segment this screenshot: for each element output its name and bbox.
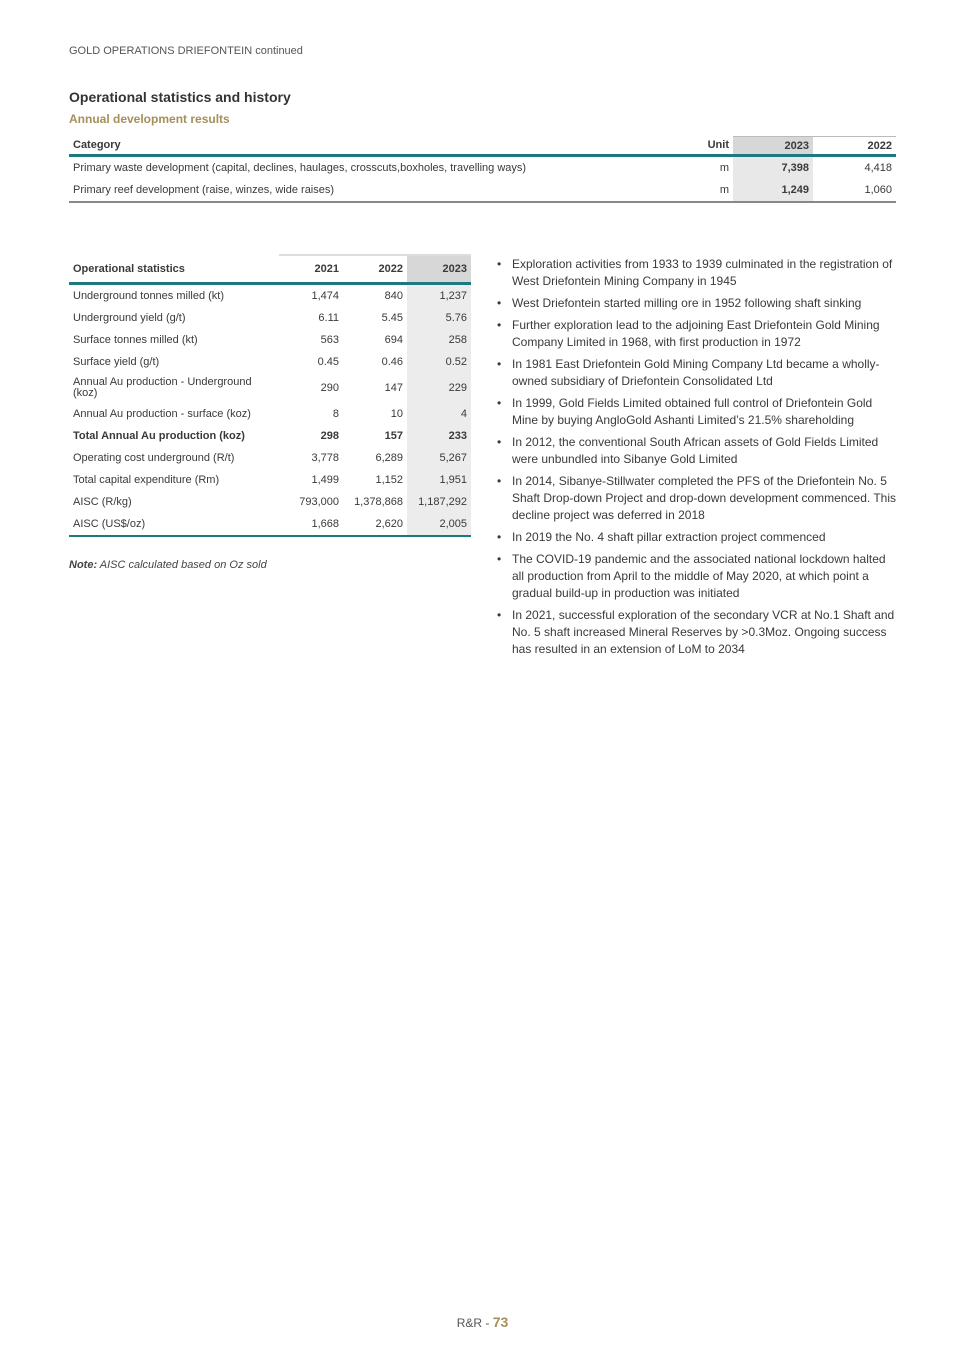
table-row <box>69 156 896 180</box>
table-cell: 4,418 <box>864 162 892 174</box>
table-cell: 694 <box>384 333 403 346</box>
table-cell: 5,267 <box>407 447 471 469</box>
table-cell: 1,378,868 <box>354 495 403 508</box>
bullet-icon: • <box>497 296 502 310</box>
column-header: 2022 <box>343 255 407 284</box>
note-label: Note: <box>69 559 98 571</box>
table-cell: 1,060 <box>813 179 896 202</box>
table-cell: 10 <box>390 407 403 420</box>
bullet-icon: • <box>497 530 502 544</box>
column-header: Operational statistics <box>69 255 279 284</box>
bullet-icon: • <box>497 257 502 271</box>
table-cell: 290 <box>320 381 339 394</box>
bullet-icon: • <box>497 474 502 488</box>
running-header: GOLD OPERATIONS DRIEFONTEIN continued <box>69 45 303 57</box>
column-header: 2023 <box>407 255 471 284</box>
table-cell: 1,668 <box>279 513 343 536</box>
development-results-table <box>69 136 896 203</box>
list-item-text: Exploration activities from 1933 to 1939 culminated in the registration of West Driefontein Mining Company in 1945 <box>512 257 893 288</box>
section-subtitle: Annual development results <box>69 112 230 126</box>
column-header: 2023 <box>733 137 813 156</box>
list-item <box>497 356 897 390</box>
table-cell: 563 <box>320 333 339 346</box>
table-cell: 2,005 <box>407 513 471 536</box>
table-cell: 7,398 <box>733 156 813 180</box>
table-cell: 0.46 <box>381 355 403 368</box>
table-row <box>69 491 471 513</box>
page-number: 73 <box>492 1314 509 1330</box>
table-row <box>69 329 471 351</box>
table-cell: 1,499 <box>311 473 339 486</box>
table-cell: Underground tonnes milled (kt) <box>73 289 225 302</box>
column-header: Category <box>69 137 685 156</box>
bullet-icon: • <box>497 435 502 449</box>
list-item-text: West Driefontein started milling ore in 1952 following shaft sinking <box>512 296 862 310</box>
list-item-text: In 2021, successful exploration of the secondary VCR at No.1 Shaft and No. 5 shaft increased Mineral Reserves by >0.3Moz. Ongoing success has resulted in an extension of LoM to 2034 <box>512 608 895 656</box>
table-row <box>69 513 471 536</box>
list-item <box>497 607 897 658</box>
table-cell: Total Annual Au production (koz) <box>73 429 245 442</box>
bullet-icon: • <box>497 552 502 566</box>
table-row <box>69 284 471 308</box>
table-cell: 147 <box>384 381 403 394</box>
table-cell: 6.11 <box>318 311 339 324</box>
table-cell: 157 <box>384 429 403 442</box>
table-cell: Total capital expenditure (Rm) <box>73 473 220 486</box>
table-cell: 5.76 <box>407 307 471 329</box>
table-cell: 1,474 <box>311 289 339 302</box>
list-item-text: Further exploration lead to the adjoining East Driefontein Gold Mining Company Limited in 1968, with first production in 1972 <box>512 318 880 349</box>
list-item-text: In 2019 the No. 4 shaft pillar extraction project commenced <box>512 530 826 544</box>
table-cell: Primary waste development (capital, declines, haulages, crosscuts,boxholes, travelling ways) <box>73 162 527 174</box>
table-cell: Surface yield (g/t) <box>73 355 160 368</box>
list-item <box>497 529 897 546</box>
history-list <box>497 256 897 663</box>
table-row <box>69 351 471 373</box>
table-cell: Underground yield (g/t) <box>73 311 186 324</box>
table-cell: m <box>685 179 733 202</box>
column-header: 2022 <box>813 137 896 156</box>
table-cell: 229 <box>407 373 471 403</box>
table-row <box>69 403 471 425</box>
table-row <box>69 307 471 329</box>
table-row <box>69 425 471 447</box>
table-cell: 0.45 <box>317 355 339 368</box>
table-cell: 8 <box>332 407 339 420</box>
table-cell: 1,237 <box>407 284 471 308</box>
table-cell: 1,249 <box>733 179 813 202</box>
table-header-row <box>69 255 471 284</box>
note-text: AISC calculated based on Oz sold <box>97 559 267 571</box>
list-item-text: The COVID-19 pandemic and the associated national lockdown halted all production from April to the middle of May 2020, at which point a gradual build-up in production was initiated <box>512 552 886 600</box>
table-cell: 298 <box>320 429 339 442</box>
section-title: Operational statistics and history <box>69 89 291 105</box>
column-header: 2021 <box>279 255 343 284</box>
table-cell: 1,152 <box>375 473 403 486</box>
table-row <box>69 447 471 469</box>
bullet-icon: • <box>497 608 502 622</box>
table-cell: 5.45 <box>381 311 403 324</box>
bullet-icon: • <box>497 318 502 332</box>
list-item-text: In 1999, Gold Fields Limited obtained full control of Driefontein Gold Mine by buying AngloGold Ashanti Limited’s 21.5% shareholding <box>512 396 873 427</box>
table-cell: 4 <box>407 403 471 425</box>
table-cell: 1,187,292 <box>407 491 471 513</box>
operational-statistics-table <box>69 254 471 537</box>
list-item <box>497 295 897 312</box>
table-cell: Annual Au production - surface (koz) <box>73 407 251 420</box>
table-cell: AISC (R/kg) <box>73 495 132 508</box>
list-item <box>497 256 897 290</box>
table-cell: Surface tonnes milled (kt) <box>73 333 198 346</box>
table-cell: 258 <box>407 329 471 351</box>
table-cell: 6,289 <box>375 451 403 464</box>
list-item-text: In 2012, the conventional South African assets of Gold Fields Limited were unbundled into Sibanye Gold Limited <box>512 435 879 466</box>
page-footer <box>0 1314 965 1330</box>
table-cell: 3,778 <box>311 451 339 464</box>
table-cell: AISC (US$/oz) <box>69 513 279 536</box>
table-cell: m <box>719 162 729 174</box>
table-row <box>69 469 471 491</box>
list-item <box>497 395 897 429</box>
footer-label: R&R - <box>456 1316 493 1330</box>
list-item <box>497 473 897 524</box>
table-header-row <box>69 137 896 156</box>
table-cell: 233 <box>407 425 471 447</box>
column-header: Unit <box>685 137 733 156</box>
list-item-text: In 1981 East Driefontein Gold Mining Company Ltd became a wholly-owned subsidiary of Driefontein Consolidated Ltd <box>512 357 880 388</box>
table-cell: 840 <box>384 289 403 302</box>
table-cell: Primary reef development (raise, winzes, wide raises) <box>69 179 685 202</box>
list-item-text: In 2014, Sibanye-Stillwater completed the PFS of the Driefontein No. 5 Shaft Drop-down Project and drop-down development commenced. This decline project was deferred in 2018 <box>512 474 896 522</box>
bullet-icon: • <box>497 396 502 410</box>
table-cell: 793,000 <box>299 495 339 508</box>
table-row <box>69 373 471 403</box>
table-cell: 1,951 <box>407 469 471 491</box>
list-item <box>497 434 897 468</box>
table-cell: 2,620 <box>343 513 407 536</box>
list-item <box>497 551 897 602</box>
table-cell: 0.52 <box>407 351 471 373</box>
table-row <box>69 179 896 202</box>
bullet-icon: • <box>497 357 502 371</box>
table-note <box>69 559 267 571</box>
table-cell: Operating cost underground (R/t) <box>73 451 235 464</box>
table-cell: Annual Au production - Underground (koz) <box>73 376 252 399</box>
list-item <box>497 317 897 351</box>
